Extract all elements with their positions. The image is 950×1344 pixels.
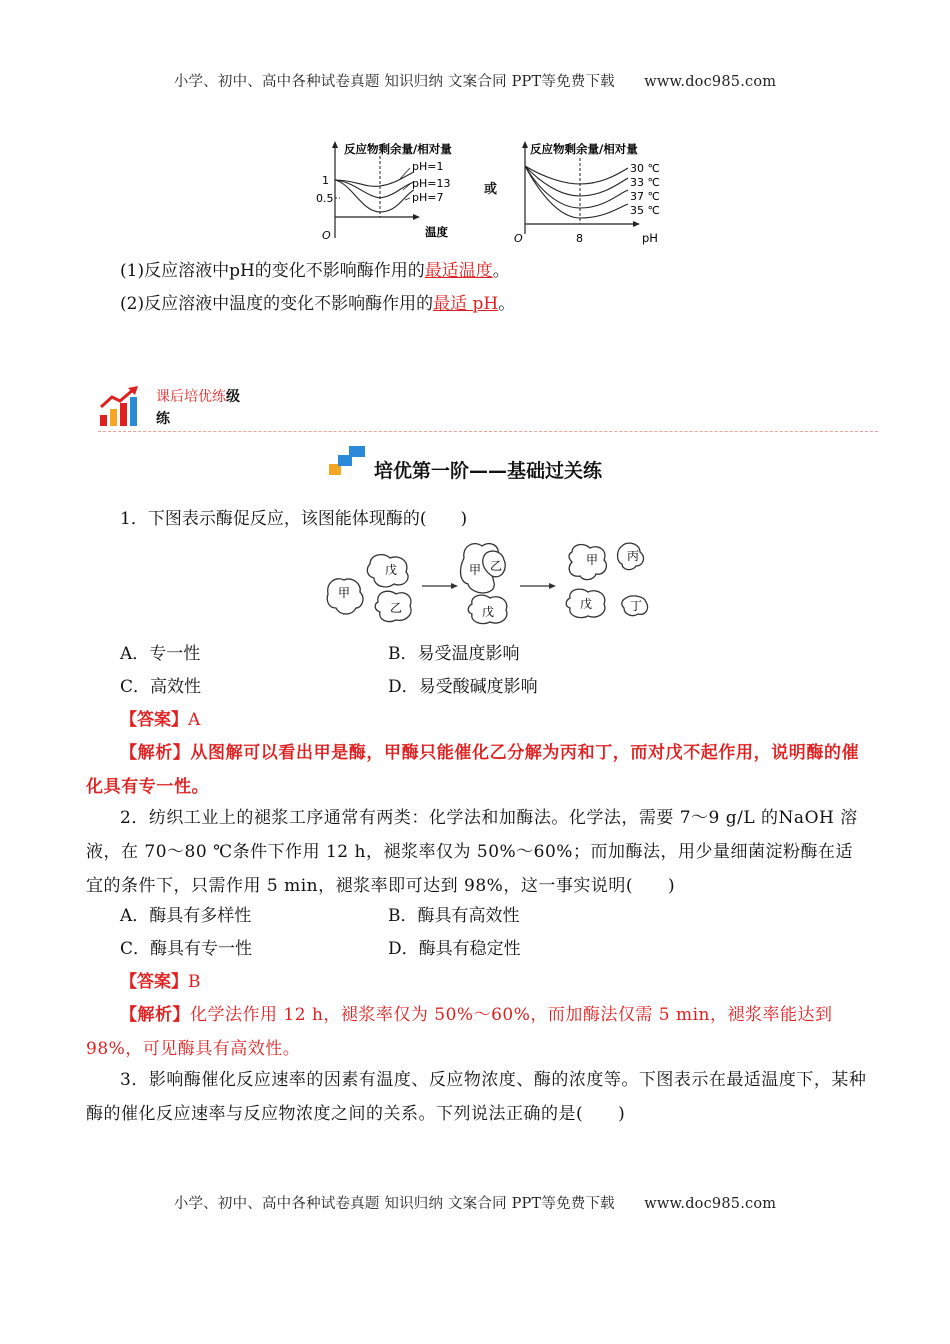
q2-option-c: C．酶具有专一性 [120,939,253,959]
graph1-tick-05: 0.5 [316,192,334,205]
diagram-label-wu-1: 戊 [385,563,398,577]
graph2-ylabel: 反应物剩余量/相对量 [530,142,638,156]
graph2-xlabel: pH [642,231,658,245]
q1-option-c: C．高效性 [120,677,202,697]
q2-option-d: D．酶具有稳定性 [388,939,521,959]
graph2-curve-35: 35 ℃ [630,204,660,217]
q3-stem: 3．影响酶催化反应速率的因素有温度、反应物浓度、酶的浓度等。下图表示在最适温度下，某种酶的催化反应速率与反应物浓度之间的关系。下列说法正确的是( ) [86,1070,867,1124]
or-label: 或 [484,182,498,197]
banner-divider [98,431,878,432]
growth-chart-icon [98,385,146,427]
page-footer: 小学、初中、高中各种试卷真题 知识归纳 文案合同 PPT等免费下载 www.doc985.com [173,1196,777,1212]
banner-line1: 课后培优练级 [156,389,240,405]
banner-line2: 练 [156,411,170,427]
graph2-tick-8: 8 [576,232,583,245]
diagram-label-ding: 丁 [630,599,643,613]
diagram-label-wu-3: 戊 [580,597,593,611]
diagram-label-jia-2: 甲 [469,563,482,577]
q2-option-b: B．酶具有高效性 [388,906,520,926]
q1-answer: 【答案】A [120,710,201,730]
graph1-curve-ph1: pH=1 [412,160,444,173]
q1-analysis: 【解析】从图解可以看出甲是酶，甲酶只能催化乙分解为丙和丁，而对戊不起作用，说明酶的催化具有专一性。 [86,743,860,797]
enzyme-reaction-diagram [322,536,662,632]
graph1-origin: O [322,229,331,242]
graph1-curve-ph13: pH=13 [412,177,451,190]
section-title: 培优第一阶——基础过关练 [374,460,603,482]
temperature-graph [310,138,470,244]
graph2-curve-37: 37 ℃ [630,190,660,203]
q2-answer: 【答案】B [120,972,201,992]
diagram-label-yi-1: 乙 [390,601,403,615]
q2-option-a: A．酶具有多样性 [120,906,252,926]
graph1-xlabel: 温度 [425,225,448,239]
q1-option-d: D．易受酸碱度影响 [388,677,538,697]
diagram-label-yi-2: 乙 [490,559,503,573]
diagram-label-bing: 丙 [627,549,640,563]
note-2: (2)反应溶液中温度的变化不影响酶作用的最适 pH。 [120,294,516,314]
diagram-label-jia-1: 甲 [338,586,351,600]
graph2-curve-33: 33 ℃ [630,176,660,189]
note-1: (1)反应溶液中pH的变化不影响酶作用的最适温度。 [120,261,510,281]
page-header: 小学、初中、高中各种试卷真题 知识归纳 文案合同 PPT等免费下载 www.doc985.com [173,74,777,90]
ph-graph [510,138,670,248]
diagram-label-jia-3: 甲 [586,553,599,567]
note-1-keyword: 最适温度 [424,261,493,281]
graph1-curve-ph7: pH=7 [412,191,444,204]
q2-stem: 2．纺织工业上的褪浆工序通常有两类：化学法和加酶法。化学法，需要 7～9 g/L 的NaOH 溶液，在 70～80 ℃条件下作用 12 h，褪浆率仅为 50%～60%；而加酶法，用少量细菌淀粉酶在适宜的条件下，只需作用 5 min，褪浆率即可达到 98%，这一事实说明( ) [86,808,858,896]
graph2-curve-30: 30 ℃ [630,162,660,175]
steps-icon [329,444,371,476]
q2-analysis: 【解析】化学法作用 12 h，褪浆率仅为 50%～60%，而加酶法仅需 5 min，褪浆率能达到 98%，可见酶具有高效性。 [86,1005,833,1059]
graph1-ylabel: 反应物剩余量/相对量 [344,142,452,156]
q1-option-a: A．专一性 [120,644,201,664]
diagram-label-wu-2: 戊 [482,605,495,619]
graph1-tick-1: 1 [322,174,329,187]
graph2-origin: O [514,232,523,245]
q1-option-b: B．易受温度影响 [388,644,520,664]
q1-stem: 1．下图表示酶促反应，该图能体现酶的( ) [120,509,468,529]
note-2-keyword: 最适 pH [433,294,499,314]
